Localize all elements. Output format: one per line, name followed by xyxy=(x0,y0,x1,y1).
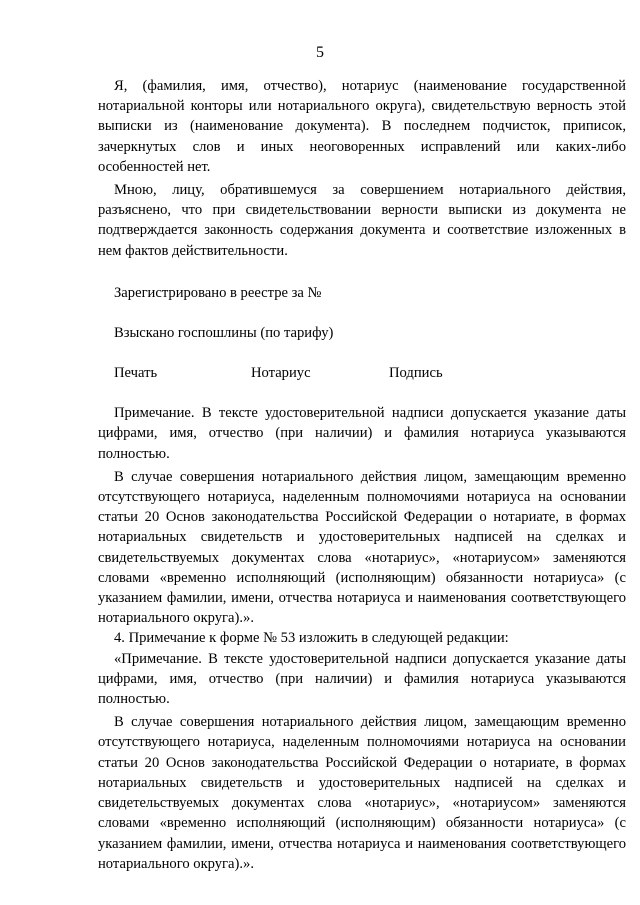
substitute-paragraph-1: В случае совершения нотариального действия лицом, замещающим временно отсутствующего нотариуса, наделенным полномочиями нотариуса на основании статьи 20 Основ законодательства Российской Федерации о нотариате, в формах нотариальных свидетельств и удостоверительных надписей на сделках и свидетельствуемых документах слова «нотариус», «нотариусом» заменяются словами «временно исполняющий (исполняющим) обязанности нотариуса» (с указанием фамилии, имени, отчества нотариуса и наименования соответствующего нотариального округа).». xyxy=(98,468,626,627)
registered-line: Зарегистрировано в реестре за № xyxy=(114,284,322,301)
note-paragraph-1: Примечание. В тексте удостоверительной надписи допускается указание даты цифрами, имя, отчество (при наличии) и фамилия нотариуса указываются полностью. xyxy=(98,405,626,462)
document-body xyxy=(98,76,626,874)
signature-label: Подпись xyxy=(389,365,443,382)
substitute-paragraph-2: В случае совершения нотариального действия лицом, замещающим временно отсутствующего нотариуса, наделенным полномочиями нотариуса на основании статьи 20 Основ законодательства Российской Федерации о нотариате, в формах нотариальных свидетельств и удостоверительных надписей на сделках и свидетельствуемых документах слова «нотариус», «нотариусом» заменяются словами «временно исполняющий (исполняющим) обязанности нотариуса» (с указанием фамилии, имени, отчества нотариуса и наименования соответствующего нотариального округа).». xyxy=(98,714,626,872)
fee-line: Взыскано госпошлины (по тарифу) xyxy=(114,325,334,342)
notary-label: Нотариус xyxy=(251,365,311,382)
page-number: 5 xyxy=(316,44,324,61)
signature-row xyxy=(98,363,626,383)
stamp-label: Печать xyxy=(114,365,158,382)
item-4-paragraph: 4. Примечание к форме № 53 изложить в следующей редакции: xyxy=(114,630,509,647)
note-paragraph-2: «Примечание. В тексте удостоверительной надписи допускается указание даты цифрами, имя, отчество (при наличии) и фамилия нотариуса указываются полностью. xyxy=(98,650,626,708)
explanation-paragraph: Мною, лицу, обратившемуся за совершением нотариального действия, разъяснено, что при свидетельствовании верности выписки из документа не подтверждается законность содержания документа и соответствие изложенных в нем фактов действительности. xyxy=(98,182,626,259)
certification-paragraph: Я, (фамилия, имя, отчество), нотариус (наименование государственной нотариальной конторы или нотариального округа), свидетельствую верность этой выписки из (наименование документа). В последнем подчисток, приписок, зачеркнутых слов и иных неоговоренных исправлений или каких-либо особенностей нет. xyxy=(98,78,626,175)
